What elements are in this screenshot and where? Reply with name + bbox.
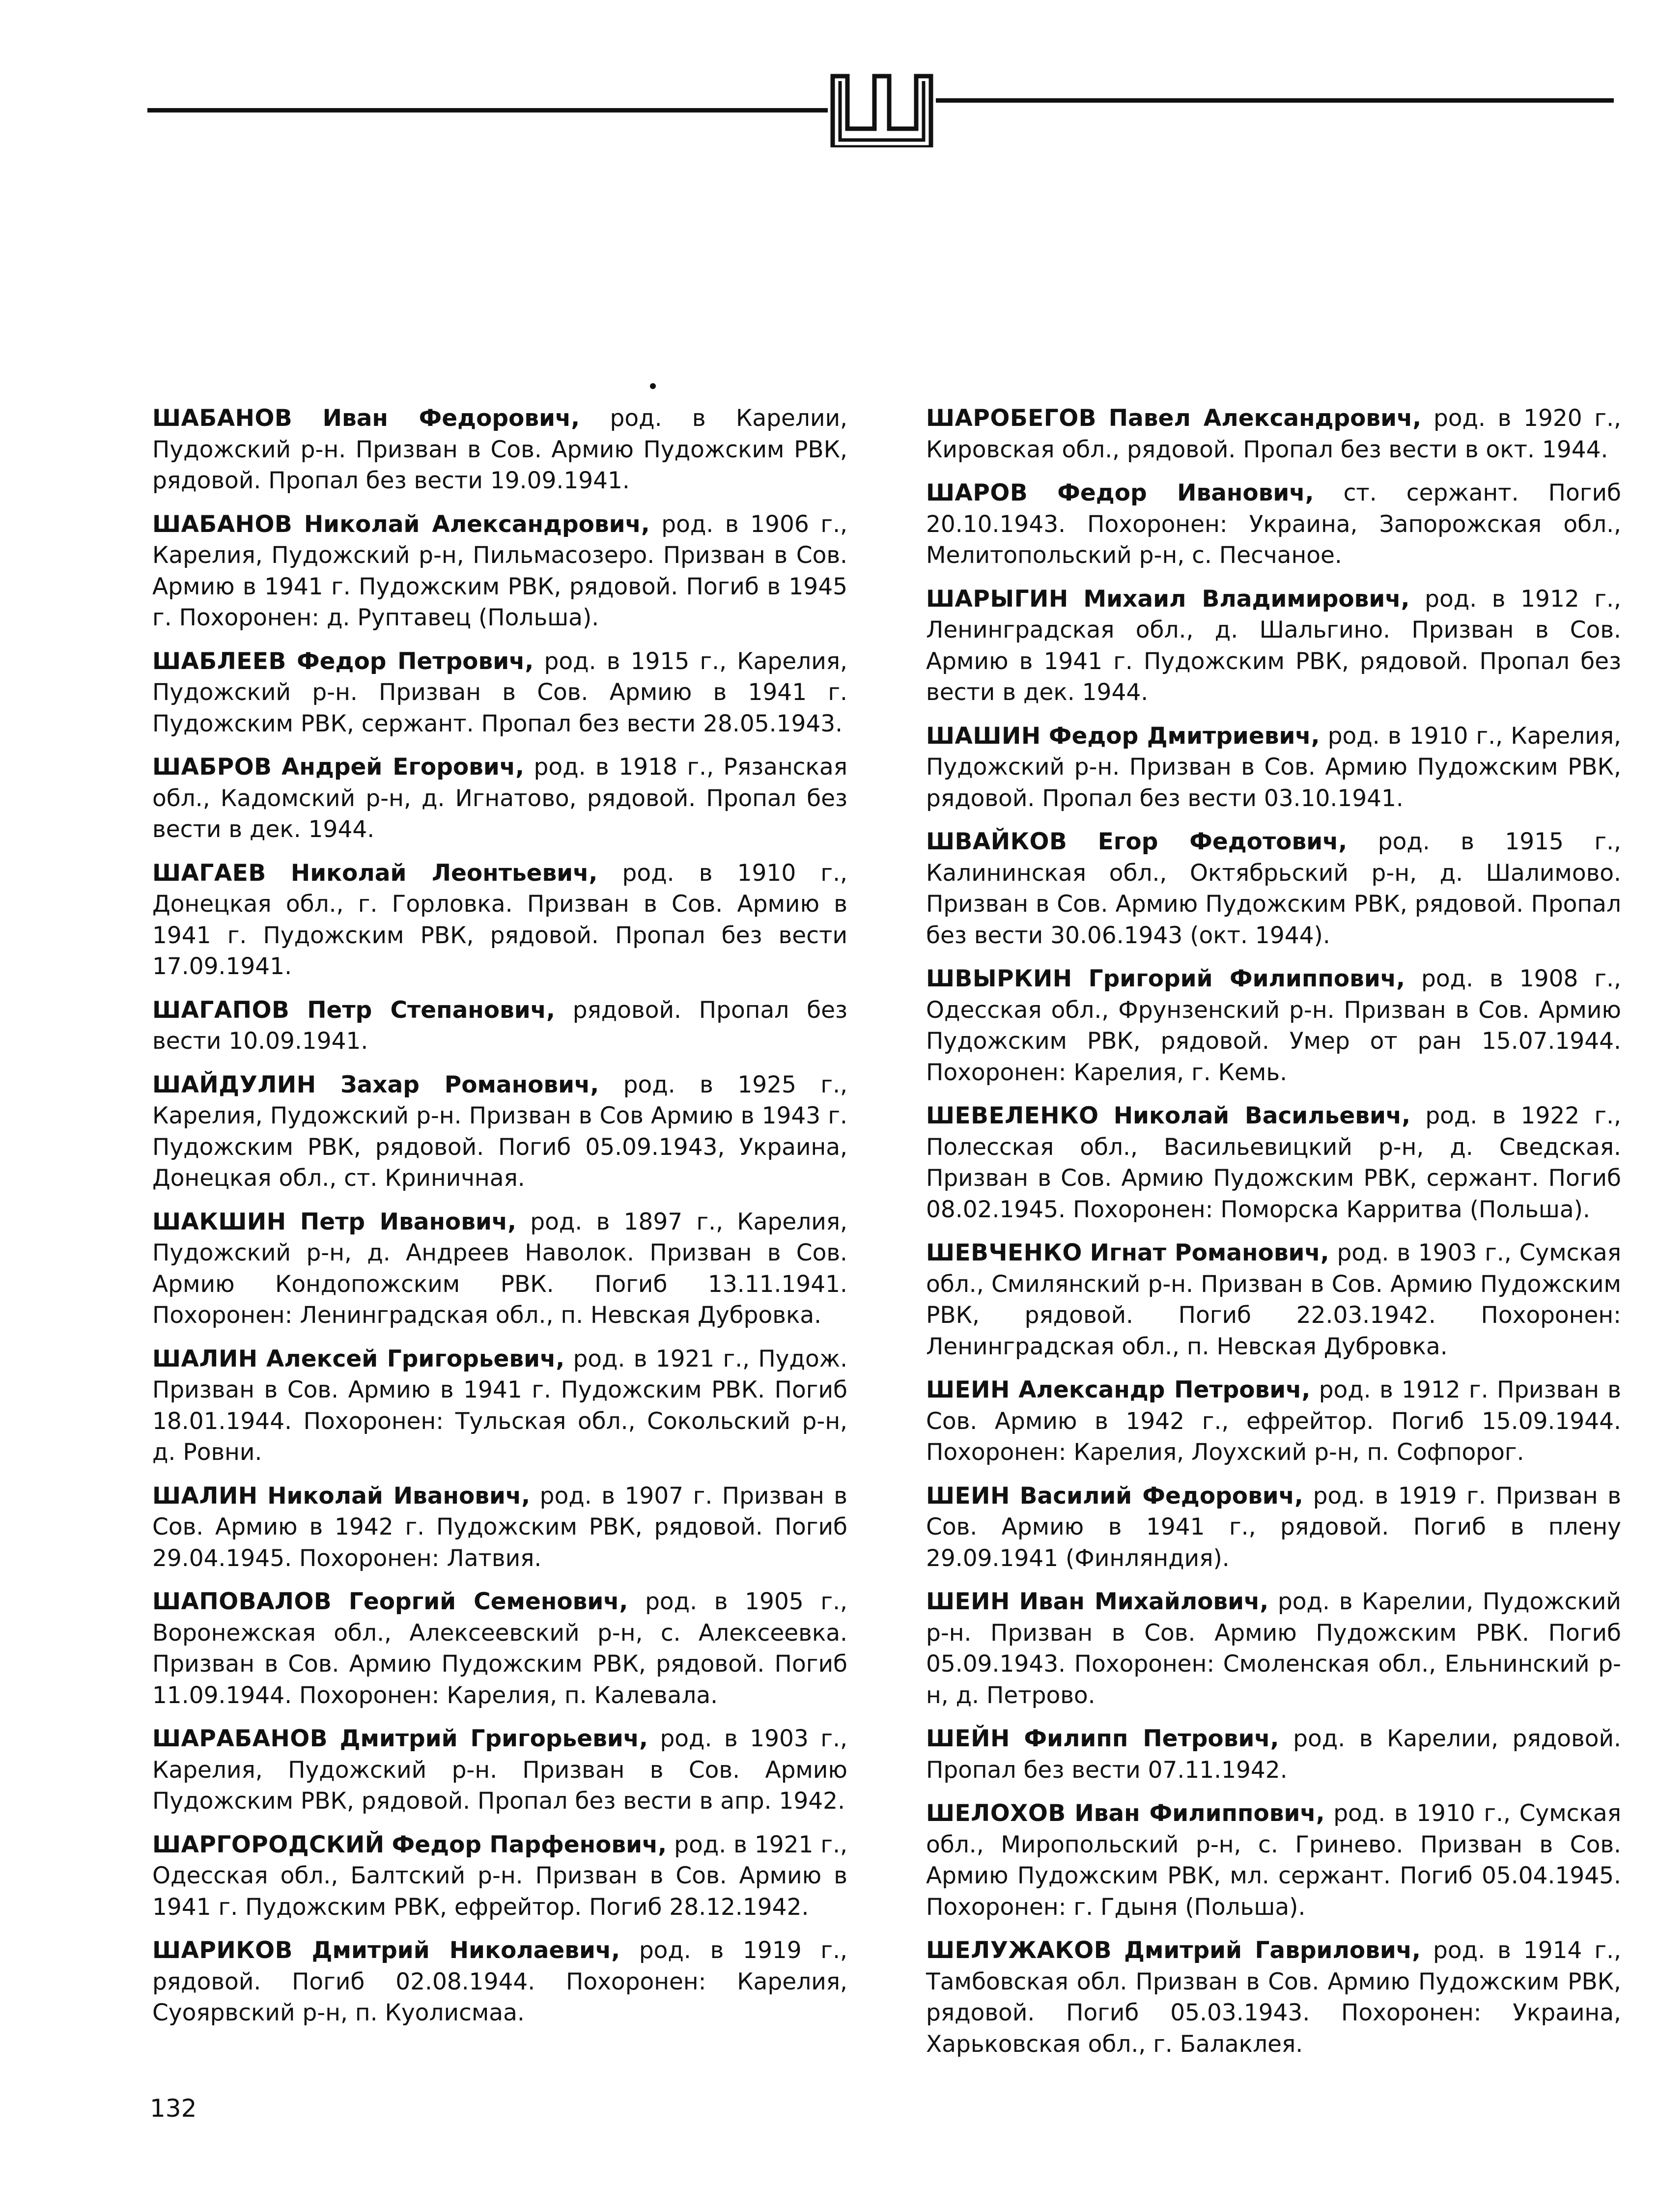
list-item <box>926 963 1621 1088</box>
entry-given-names: Федор Петрович, <box>297 647 534 675</box>
entry-surname: ШЕЛОХОВ <box>926 1800 1066 1827</box>
list-item <box>152 1344 847 1468</box>
entry-given-names: Павел Александрович, <box>1108 405 1422 432</box>
entry-surname: ШАКШИН <box>152 1208 286 1235</box>
entry-surname: ШВАЙКОВ <box>926 828 1068 855</box>
entry-details: род. в 1910 г., Сумская обл., Миропольский р-н, с. Гринево. Призван в Сов. Армию Пудожским РВК, мл. сержант. Погиб 05.04.1945. Похоронен: г. Гдыня (Польша). <box>926 1800 1621 1921</box>
entry-surname: ШЕЛУЖАКОВ <box>926 1937 1112 1964</box>
left-column <box>152 403 847 2041</box>
entry-details: род. в 1910 г., Донецкая обл., г. Горловка. Призван в Сов. Армию в 1941 г. Пудожским РВК, рядовой. Пропал без вести 17.09.1941. <box>152 859 847 980</box>
entry-given-names: Григорий Филиппович, <box>1088 965 1405 992</box>
list-item <box>926 477 1621 571</box>
list-item <box>926 1586 1621 1711</box>
list-item <box>152 1723 847 1817</box>
section-letter-glyph <box>828 74 936 147</box>
entry-given-names: Георгий Семенович, <box>348 1588 628 1615</box>
entry-given-names: Василий Федорович, <box>1019 1482 1303 1510</box>
list-item <box>926 584 1621 708</box>
entry-details: род. в 1919 г., рядовой. Погиб 02.08.1944. Похоронен: Карелия, Суоярвский р-н, п. Куолисмаа. <box>152 1937 847 2026</box>
entry-given-names: Андрей Егорович, <box>281 754 524 781</box>
list-item <box>152 995 847 1057</box>
entry-details: род. в 1906 г., Карелия, Пудожский р-н, Пильмасозеро. Призван в Сов. Армию в 1941 г. Пудожским РВК, рядовой. Погиб в 1945 г. Похоронен: д. Руптавец (Польша). <box>152 510 847 631</box>
entry-given-names: Дмитрий Николаевич, <box>311 1937 620 1964</box>
entry-surname: ШАБРОВ <box>152 754 272 781</box>
list-item <box>926 1374 1621 1468</box>
list-item <box>152 1829 847 1923</box>
entry-details: род. в 1921 г., Пудож. Призван в Сов. Армию в 1941 г. Пудожским РВК. Погиб 18.01.1944. Похоронен: Тульская обл., Сокольский р-н, д. Ровни. <box>152 1345 848 1466</box>
section-letter-header <box>147 74 1614 147</box>
letter-sha-icon <box>828 74 936 147</box>
entry-details: род. в 1903 г., Карелия, Пудожский р-н. Призван в Сов. Армию Пудожским РВК, рядовой. Пропал без вести в апр. 1942. <box>152 1725 847 1815</box>
entry-given-names: Михаил Владимирович, <box>1083 585 1410 613</box>
list-item <box>926 721 1621 814</box>
list-item <box>926 1723 1621 1786</box>
entry-details: род. в Карелии, Пудожский р-н. Призван в Сов. Армию Пудожским РВК. Погиб 05.09.1943. Похоронен: Смоленская обл., Ельнинский р-н, д. Петрово. <box>926 1588 1621 1709</box>
entry-surname: ШАРЫГИН <box>926 585 1068 613</box>
entry-details: род. в 1908 г., Одесская обл., Фрунзенский р-н. Призван в Сов. Армию Пудожским РВК, рядовой. Умер от ран 15.07.1944. Похоронен: Карелия, г. Кемь. <box>926 965 1621 1086</box>
list-item <box>152 1069 847 1194</box>
entry-surname: ШАЙДУЛИН <box>152 1071 316 1098</box>
list-item <box>152 858 847 982</box>
entry-surname: ШАЛИН <box>152 1345 258 1372</box>
entry-surname: ШВЫРКИН <box>926 965 1072 992</box>
entry-surname: ШЕИН <box>926 1588 1010 1615</box>
entry-details: род. в 1915 г., Калининская обл., Октябрьский р-н, д. Шалимово. Призван в Сов. Армию Пудожским РВК, рядовой. Пропал без вести 30.06.1943 (окт. 1944). <box>926 828 1621 949</box>
entry-given-names: Александр Петрович, <box>1018 1376 1311 1403</box>
entry-given-names: Николай Леонтьевич, <box>290 859 598 887</box>
entry-details: род. в Карелии, рядовой. Пропал без вести 07.11.1942. <box>926 1725 1621 1784</box>
entry-surname: ШАБАНОВ <box>152 405 293 432</box>
entry-surname: ШАРИКОВ <box>152 1937 293 1964</box>
entry-details: род. в 1912 г. Призван в Сов. Армию в 1942 г., ефрейтор. Погиб 15.09.1944. Похоронен: Карелия, Лоухский р-н, п. Софпорог. <box>926 1376 1621 1466</box>
entry-given-names: Петр Степанович, <box>307 996 555 1024</box>
entry-given-names: Николай Иванович, <box>267 1482 531 1510</box>
entry-given-names: Иван Михайлович, <box>1019 1588 1269 1615</box>
entry-given-names: Захар Романович, <box>340 1071 599 1098</box>
entry-surname: ШАРОВ <box>926 479 1028 506</box>
entry-details: ст. сержант. Погиб 20.10.1943. Похоронен: Украина, Запорожская обл., Мелитопольский р-н, с. Песчаное. <box>926 479 1621 569</box>
entry-details: род. в 1915 г., Карелия, Пудожский р-н. Призван в Сов. Армию в 1941 г. Пудожским РВК, сержант. Пропал без вести 28.05.1943. <box>152 647 847 737</box>
entry-details: род. в 1919 г. Призван в Сов. Армию в 1941 г., рядовой. Погиб в плену 29.09.1941 (Финляндия). <box>926 1482 1622 1572</box>
list-item <box>152 1935 847 2029</box>
entry-surname: ШЕИН <box>926 1376 1010 1403</box>
entry-surname: ШАГАЕВ <box>152 859 266 887</box>
list-item <box>152 1481 847 1574</box>
list-item <box>152 646 847 740</box>
list-item <box>926 1935 1621 2060</box>
entry-given-names: Игнат Романович, <box>1090 1239 1329 1266</box>
entry-surname: ШЕВЧЕНКО <box>926 1239 1082 1266</box>
entry-details: род. в 1920 г., Кировская обл., рядовой. Пропал без вести в окт. 1944. <box>926 405 1621 463</box>
list-item <box>152 509 847 634</box>
entry-details: род. в 1910 г., Карелия, Пудожский р-н. Призван в Сов. Армию Пудожским РВК, рядовой. Пропал без вести 03.10.1941. <box>926 722 1621 812</box>
entry-given-names: Николай Васильевич, <box>1113 1102 1411 1129</box>
entry-given-names: Федор Парфенович, <box>392 1831 667 1858</box>
entry-details: род. в Карелии, Пудожский р-н. Призван в Сов. Армию Пудожским РВК, рядовой. Пропал без вести 19.09.1941. <box>152 405 847 494</box>
entry-given-names: Алексей Григорьевич, <box>266 1345 565 1372</box>
list-item <box>152 752 847 845</box>
entry-details: род. в 1918 г., Рязанская обл., Кадомский р-н, д. Игнатово, рядовой. Пропал без вести в дек. 1944. <box>152 754 847 843</box>
entry-details: род. в 1907 г. Призван в Сов. Армию в 1942 г. Пудожским РВК, рядовой. Погиб 29.04.1945. Похоронен: Латвия. <box>152 1482 847 1572</box>
entry-surname: ШАБЛЕЕВ <box>152 647 286 675</box>
list-item <box>926 1100 1621 1225</box>
list-item <box>926 1481 1621 1574</box>
right-column <box>926 403 1621 2072</box>
list-item <box>926 826 1621 951</box>
entry-given-names: Филипп Петрович, <box>1024 1725 1279 1752</box>
entry-details: род. в 1903 г., Сумская обл., Смилянский р-н. Призван в Сов. Армию Пудожским РВК, рядовой. Погиб 22.03.1942. Похоронен: Ленинградская обл., п. Невская Дубровка. <box>926 1239 1621 1360</box>
entry-details: род. в 1921 г., Одесская обл., Балтский р-н. Призван в Сов. Армию в 1941 г. Пудожским РВК, ефрейтор. Погиб 28.12.1942. <box>152 1831 847 1921</box>
entry-surname: ШАРГОРОДСКИЙ <box>152 1831 385 1858</box>
entry-given-names: Дмитрий Гаврилович, <box>1124 1937 1421 1964</box>
list-item <box>152 1206 847 1331</box>
entry-details: рядовой. Пропал без вести 10.09.1941. <box>152 996 847 1055</box>
entry-given-names: Егор Федотович, <box>1097 828 1348 855</box>
entry-given-names: Иван Федорович, <box>322 405 580 432</box>
list-item <box>152 1586 847 1711</box>
entry-surname: ШАГАПОВ <box>152 996 290 1024</box>
entry-details: род. в 1897 г., Карелия, Пудожский р-н, д. Андреев Наволок. Призван в Сов. Армию Кондопожским РВК. Погиб 13.11.1941. Похоронен: Ленинградская обл., п. Невская Дубровка. <box>152 1208 847 1329</box>
entry-given-names: Иван Филиппович, <box>1074 1800 1325 1827</box>
entry-given-names: Дмитрий Григорьевич, <box>339 1725 648 1752</box>
entry-details: род. в 1922 г., Полесская обл., Васильевицкий р-н, д. Сведская. Призван в Сов. Армию Пудожским РВК, сержант. Погиб 08.02.1945. Похоронен: Поморска Карритва (Польша). <box>926 1102 1621 1223</box>
entry-given-names: Федор Иванович, <box>1057 479 1314 506</box>
entry-given-names: Федор Дмитриевич, <box>1048 722 1320 750</box>
entry-surname: ШЕИН <box>926 1482 1010 1510</box>
entry-surname: ШАЛИН <box>152 1482 258 1510</box>
entry-surname: ШАРАБАНОВ <box>152 1725 328 1752</box>
entry-given-names: Николай Александрович, <box>304 510 650 538</box>
list-item <box>926 403 1621 465</box>
entry-surname: ШЕВЕЛЕНКО <box>926 1102 1099 1129</box>
entry-surname: ШАРОБЕГОВ <box>926 405 1096 432</box>
entry-details: род. в 1914 г., Тамбовская обл. Призван в Сов. Армию Пудожским РВК, рядовой. Погиб 05.03.1943. Похоронен: Украина, Харьковская обл., г. Балаклея. <box>926 1937 1621 2058</box>
entry-surname: ШАПОВАЛОВ <box>152 1588 332 1615</box>
entry-surname: ШАШИН <box>926 722 1041 750</box>
entry-given-names: Петр Иванович, <box>300 1208 517 1235</box>
list-item <box>152 403 847 497</box>
list-item <box>926 1237 1621 1362</box>
header-rule-left <box>147 108 828 112</box>
header-rule-right <box>936 98 1614 103</box>
entry-details: род. в 1905 г., Воронежская обл., Алексеевский р-н, с. Алексеевка. Призван в Сов. Армию Пудожским РВК, рядовой. Погиб 11.09.1944. Похоронен: Карелия, п. Калевала. <box>152 1588 847 1709</box>
entry-surname: ШЕЙН <box>926 1725 1010 1752</box>
printing-dot <box>650 383 656 389</box>
list-item <box>926 1798 1621 1923</box>
page-number: 132 <box>150 2094 197 2123</box>
entry-details: род. в 1912 г., Ленинградская обл., д. Шальгино. Призван в Сов. Армию в 1941 г. Пудожским РВК, рядовой. Пропал без вести в дек. 1944. <box>926 585 1621 706</box>
entry-details: род. в 1925 г., Карелия, Пудожский р-н. Призван в Сов Армию в 1943 г. Пудожским РВК, рядовой. Погиб 05.09.1943, Украина, Донецкая обл., ст. Криничная. <box>152 1071 847 1192</box>
entry-surname: ШАБАНОВ <box>152 510 293 538</box>
